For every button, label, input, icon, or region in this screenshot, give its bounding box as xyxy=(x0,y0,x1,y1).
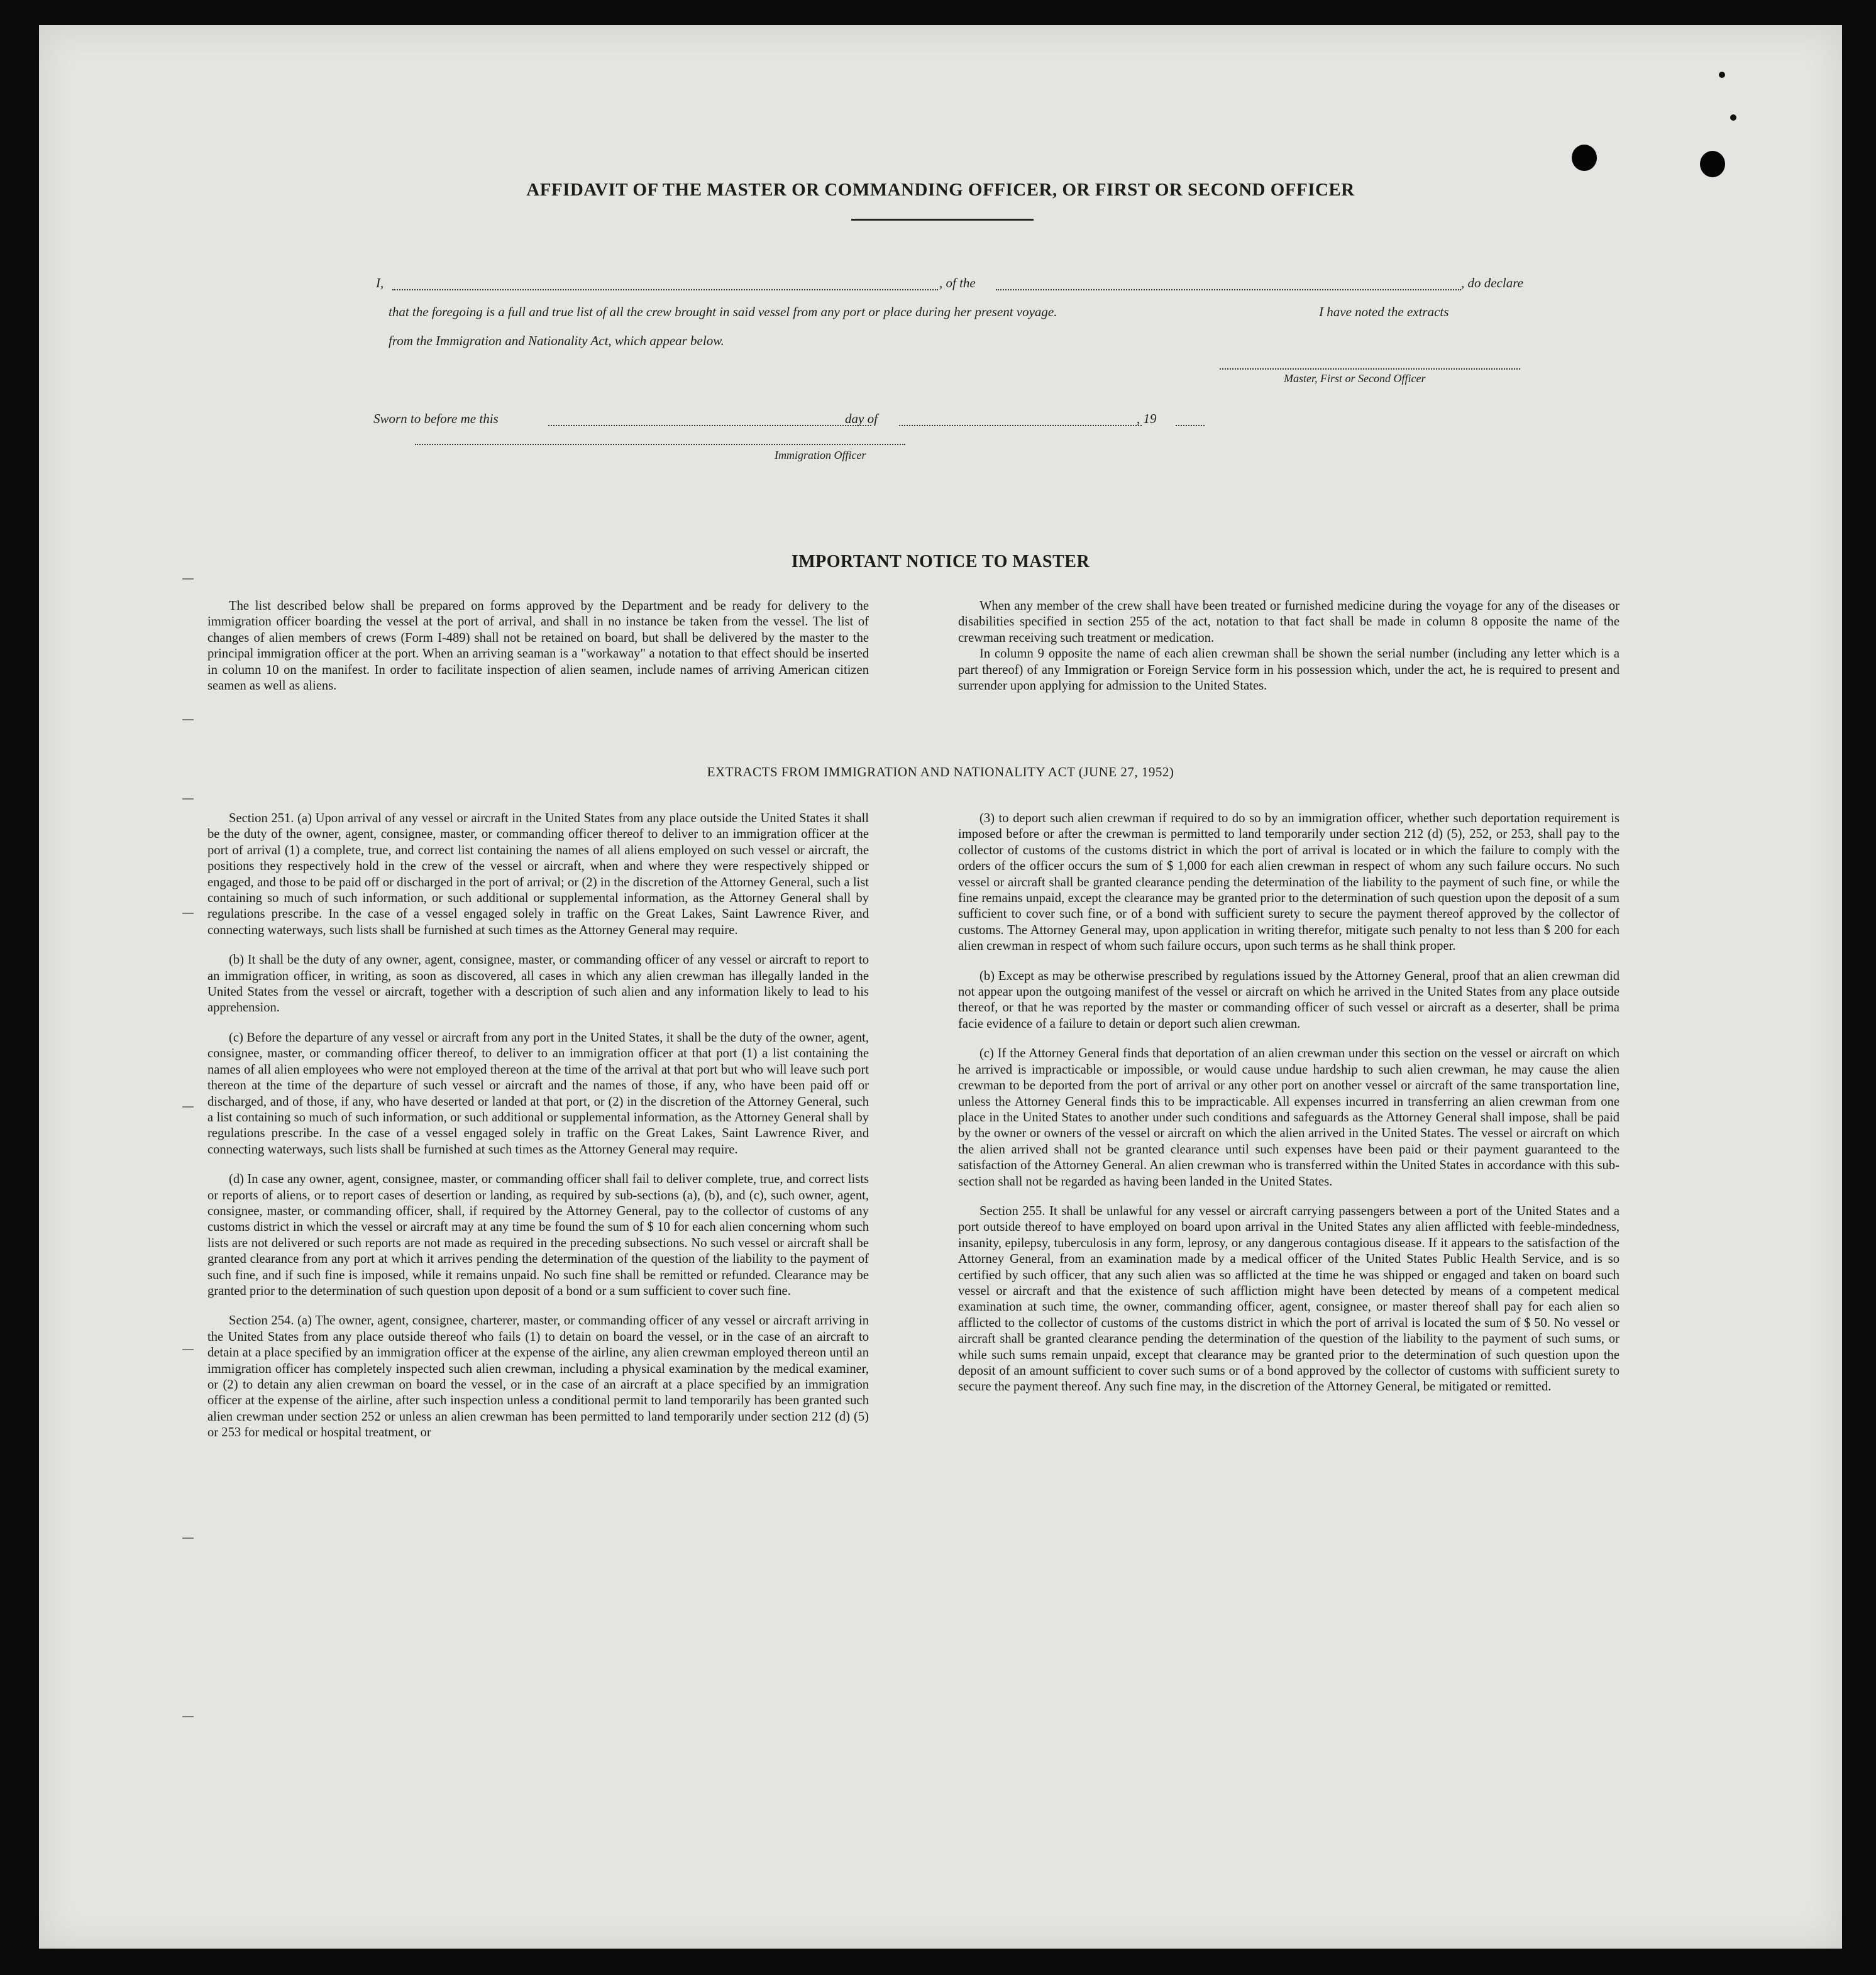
act-paragraph: (c) If the Attorney General finds that deportation of an alien crewman under this section on the vessel or aircraft on which he arrived is impracticable or impossible, or would cause undue hardship to such alien crewman, he may cause the alien crewman to be deported from the port of arrival or any other port on another vessel or aircraft of the same transportation line, unless the Attorney General finds this to be impracticable. All expenses incurred in transferring an alien crewman from one place in the United States to another under such conditions and safeguards as the Attorney General shall impose, shall be paid by the owner or owners of the vessel or aircraft on which the alien arrived in the United States. The vessel or aircraft on which the alien arrived shall not be granted clearance until such expenses have been paid or their payment guaranteed to the satisfaction of the Attorney General. An alien crewman who is transferred within the United States in accordance with this sub-section shall not be regarded as having been landed in the United States. xyxy=(958,1047,1619,1189)
day-field[interactable] xyxy=(548,425,871,426)
of-the-label: , of the xyxy=(939,275,976,290)
name-field[interactable] xyxy=(392,289,938,290)
notice-paragraph: In column 9 opposite the name of each alien crewman shall be shown the serial number (including any letter which is a part thereof) of any Immigration or Foreign Service form in his possession which, under the act, he is required to present and surrender upon applying for admission to the United States. xyxy=(958,647,1619,693)
vessel-field[interactable] xyxy=(996,289,1461,290)
punch-hole xyxy=(1700,151,1725,177)
sworn-label: Sworn to before me this xyxy=(373,411,499,426)
margin-mark xyxy=(182,719,194,720)
notice-paragraph: When any member of the crew shall have been treated or furnished medicine during the voyage for any of the diseases or disabilities specified in section 255 of the act, notation to that fact shall be made in column 8 opposite the name of the crewman receiving such treatment or medication. xyxy=(958,599,1619,645)
statement-text-extracts: I have noted the extracts xyxy=(1319,304,1449,319)
do-declare-label: , do declare xyxy=(1461,275,1523,290)
act-paragraph: (3) to deport such alien crewman if required to do so by an immigration officer, whether such deportation requirement is imposed before or after the crewman is permitted to land temporarily under section 212 (d) (5), 252, or 253, shall pay to the collector of customs of the customs district in which the port of arrival is located or in which the failure to comply with the orders of the officer occurs the sum of $ 1,000 for each alien crewman in respect of whom any such failure occurs. No such vessel or aircraft shall be granted clearance pending the determination of the liability to the payment of such fine, or while the fine remains unpaid, except the clearance may be granted prior to the determination of such question upon the deposit of a sum sufficient to cover such fine, or of a bond with sufficient surety to secure the payment thereof approved by the collector of customs. The Attorney General may, upon application in writing therefor, mitigate such penalty to not less than $ 200 for each alien crewman in respect of whom such failure occurs, upon such terms as he shall think proper. xyxy=(958,811,1619,954)
speck xyxy=(1719,72,1725,78)
extracts-right-column xyxy=(958,811,1619,1395)
speck xyxy=(1730,114,1736,121)
day-of-label: day of xyxy=(845,411,878,426)
notice-left-column xyxy=(207,598,869,694)
month-field[interactable] xyxy=(899,425,1142,426)
act-paragraph: (b) Except as may be otherwise prescribed by regulations issued by the Attorney General, proof that an alien crewman did not appear upon the outgoing manifest of the vessel or aircraft on which he arrived in the United States from any place outside thereof, or that he was reported by the master or commanding officer of such vessel or aircraft as a deserter, shall be prima facie evidence of a failure to detain or deport such alien crewman. xyxy=(958,969,1619,1031)
act-paragraph: (b) It shall be the duty of any owner, agent, consignee, master, or commanding officer of any vessel or aircraft to report to an immigration officer, in writing, as soon as discovered, all cases in which any alien crewman has illegally landed in the United States from the vessel or aircraft, together with a description of such alien and any information likely to lead to his apprehension. xyxy=(207,953,869,1015)
margin-mark xyxy=(182,798,194,800)
master-caption: Master, First or Second Officer xyxy=(1284,372,1426,385)
margin-mark xyxy=(182,1538,194,1539)
officer-signature-field[interactable] xyxy=(415,444,905,445)
year-field[interactable] xyxy=(1176,425,1205,426)
act-paragraph: Section 254. (a) The owner, agent, consignee, charterer, master, or commanding officer of any vessel or aircraft arriving in the United States from any place outside thereof who fails (1) to detain on board the vessel, or in the case of an aircraft to detain at a place specified by an immigration officer at the expense of the airline, any alien crewman employed thereon until an immigration officer has completely inspected such alien crewman, including a physical examination by the medical examiner, or (2) to detain any alien crewman on board the vessel, or in the case of an aircraft at a place specified by an immigration officer at the expense of the airline, after such inspection unless a conditional permit to land temporarily has been granted such alien crewman under section 252 or unless an alien crewman has been permitted to land temporarily under section 212 (d) (5) or 253 for medical or hospital treatment, or xyxy=(207,1314,869,1440)
notice-title: IMPORTANT NOTICE TO MASTER xyxy=(791,552,1090,571)
i-label: I, xyxy=(376,275,384,290)
notice-right-column xyxy=(958,598,1619,694)
act-paragraph: Section 251. (a) Upon arrival of any vessel or aircraft in the United States from any place outside the United States it shall be the duty of the owner, agent, consignee, master, or commanding officer thereof to deliver to an immigration officer at the port of arrival (1) a complete, true, and correct list containing the names of all aliens employed on such vessel or aircraft, the positions they respectively hold in the crew of the vessel or aircraft, when and where they were respectively shipped or engaged, and those to be paid off or discharged in the port of arrival; or (2) in the discretion of the Attorney General, such a list containing so much of such information, or such additional or supplemental information, as the Attorney General shall by regulations prescribe. In the case of a vessel engaged solely in traffic on the Great Lakes, Saint Lawrence River, and connecting waterways, such lists shall be furnished at such times as the Attorney General may require. xyxy=(207,811,869,937)
notice-paragraph: The list described below shall be prepared on forms approved by the Department and be ready for delivery to the immigration officer boarding the vessel at the port of arrival, and shall in no instance be taken from the vessel. The list of changes of alien members of crews (Form I-489) shall not be retained on board, but shall be delivered by the master to the principal immigration officer at the port. When an arriving seaman is a "workaway" a notation to that effect should be inserted in column 10 on the manifest. In order to facilitate inspection of alien seamen, include names of arriving American citizen seamen as well as aliens. xyxy=(207,599,869,693)
year-label: , 19 xyxy=(1137,411,1157,426)
extracts-left-column xyxy=(207,811,869,1441)
margin-mark xyxy=(182,578,194,580)
statement-text-act: from the Immigration and Nationality Act, which appear below. xyxy=(389,333,724,348)
act-paragraph: (c) Before the departure of any vessel or aircraft from any port in the United States, it shall be the duty of the owner, agent, consignee, master, or commanding officer thereof, to deliver to an immigration officer at that port (1) a list containing the names of all alien employees who were not employed thereon at the time of the arrival at that port but who will leave such port thereon at the time of the departure of such vessel or aircraft and the names of those, if any, who have been paid off or discharged, and of those, if any, who have deserted or landed at that port, or (2) in the discretion of the Attorney General, such a list containing so much of such information, or such additional or supplemental information, as the Attorney General shall by regulations prescribe. In the case of a vessel engaged solely in traffic on the Great Lakes, Saint Lawrence River, and connecting waterways, such lists shall be furnished at such times as the Attorney General may require. xyxy=(207,1030,869,1157)
margin-mark xyxy=(182,1349,194,1350)
title-rule xyxy=(851,219,1034,221)
statement-text: that the foregoing is a full and true list of all the crew brought in said vessel from any port or place during her present voyage. xyxy=(389,304,1057,319)
margin-mark xyxy=(182,1716,194,1717)
margin-mark xyxy=(182,913,194,914)
extracts-title: EXTRACTS FROM IMMIGRATION AND NATIONALITY ACT (JUNE 27, 1952) xyxy=(707,764,1174,779)
punch-hole xyxy=(1572,145,1597,171)
act-paragraph: (d) In case any owner, agent, consignee, master, or commanding officer shall fail to deliver complete, true, and correct lists or reports of aliens, or to report cases of desertion or landing, as required by sub-sections (a), (b), and (c), such owner, agent, consignee, master, or commanding officer, shall, if required by the Attorney General, pay to the collector of customs of any customs district in which the vessel or aircraft may at any time be found the sum of $ 10 for each alien concerning whom such lists are not delivered or such reports are not made as required in the preceding subsections. No such vessel or aircraft shall be granted clearance from any port at which it arrives pending the determination of the question of the liability to the payment of such fine, and if such fine is imposed, while it remains unpaid. No such fine shall be remitted or refunded. Clearance may be granted prior to the determination of such question upon deposit of a bond or a sum sufficient to cover such fine. xyxy=(207,1172,869,1298)
margin-mark xyxy=(182,1106,194,1108)
officer-caption: Immigration Officer xyxy=(775,449,866,461)
document-page xyxy=(39,25,1842,1949)
affidavit-title: AFFIDAVIT OF THE MASTER OR COMMANDING OFFICER, OR FIRST OR SECOND OFFICER xyxy=(526,180,1355,200)
act-paragraph: Section 255. It shall be unlawful for any vessel or aircraft carrying passengers between a port of the United States and a port outside thereof to have employed on board upon arrival in the United States any alien afflicted with feeble-mindedness, insanity, epilepsy, tuberculosis in any form, leprosy, or any dangerous contagious disease. If it appears to the satisfaction of the Attorney General, from an examination made by a medical officer of the United States Public Health Service, and is so certified by such officer, that any such alien was so afflicted at the time he was shipped or engaged and taken on board such vessel or aircraft and that the existence of such affliction might have been detected by means of a competent medical examination at such time, the owner, commanding officer, agent, consignee, or master thereof shall pay for each alien so afflicted to the collector of customs of the customs district in which the port of arrival is located the sum of $ 50. No vessel or aircraft shall be granted clearance pending the determination of the question of the liability to the payment of such sums, or while such sums remain unpaid, except that clearance may be granted prior to the determination of such question upon the deposit of an amount sufficient to cover such sums or of a bond approved by the collector of customs with sufficient surety to secure the payment thereof. Any such fine may, in the discretion of the Attorney General, be mitigated or remitted. xyxy=(958,1204,1620,1394)
master-signature-field[interactable] xyxy=(1220,368,1520,370)
